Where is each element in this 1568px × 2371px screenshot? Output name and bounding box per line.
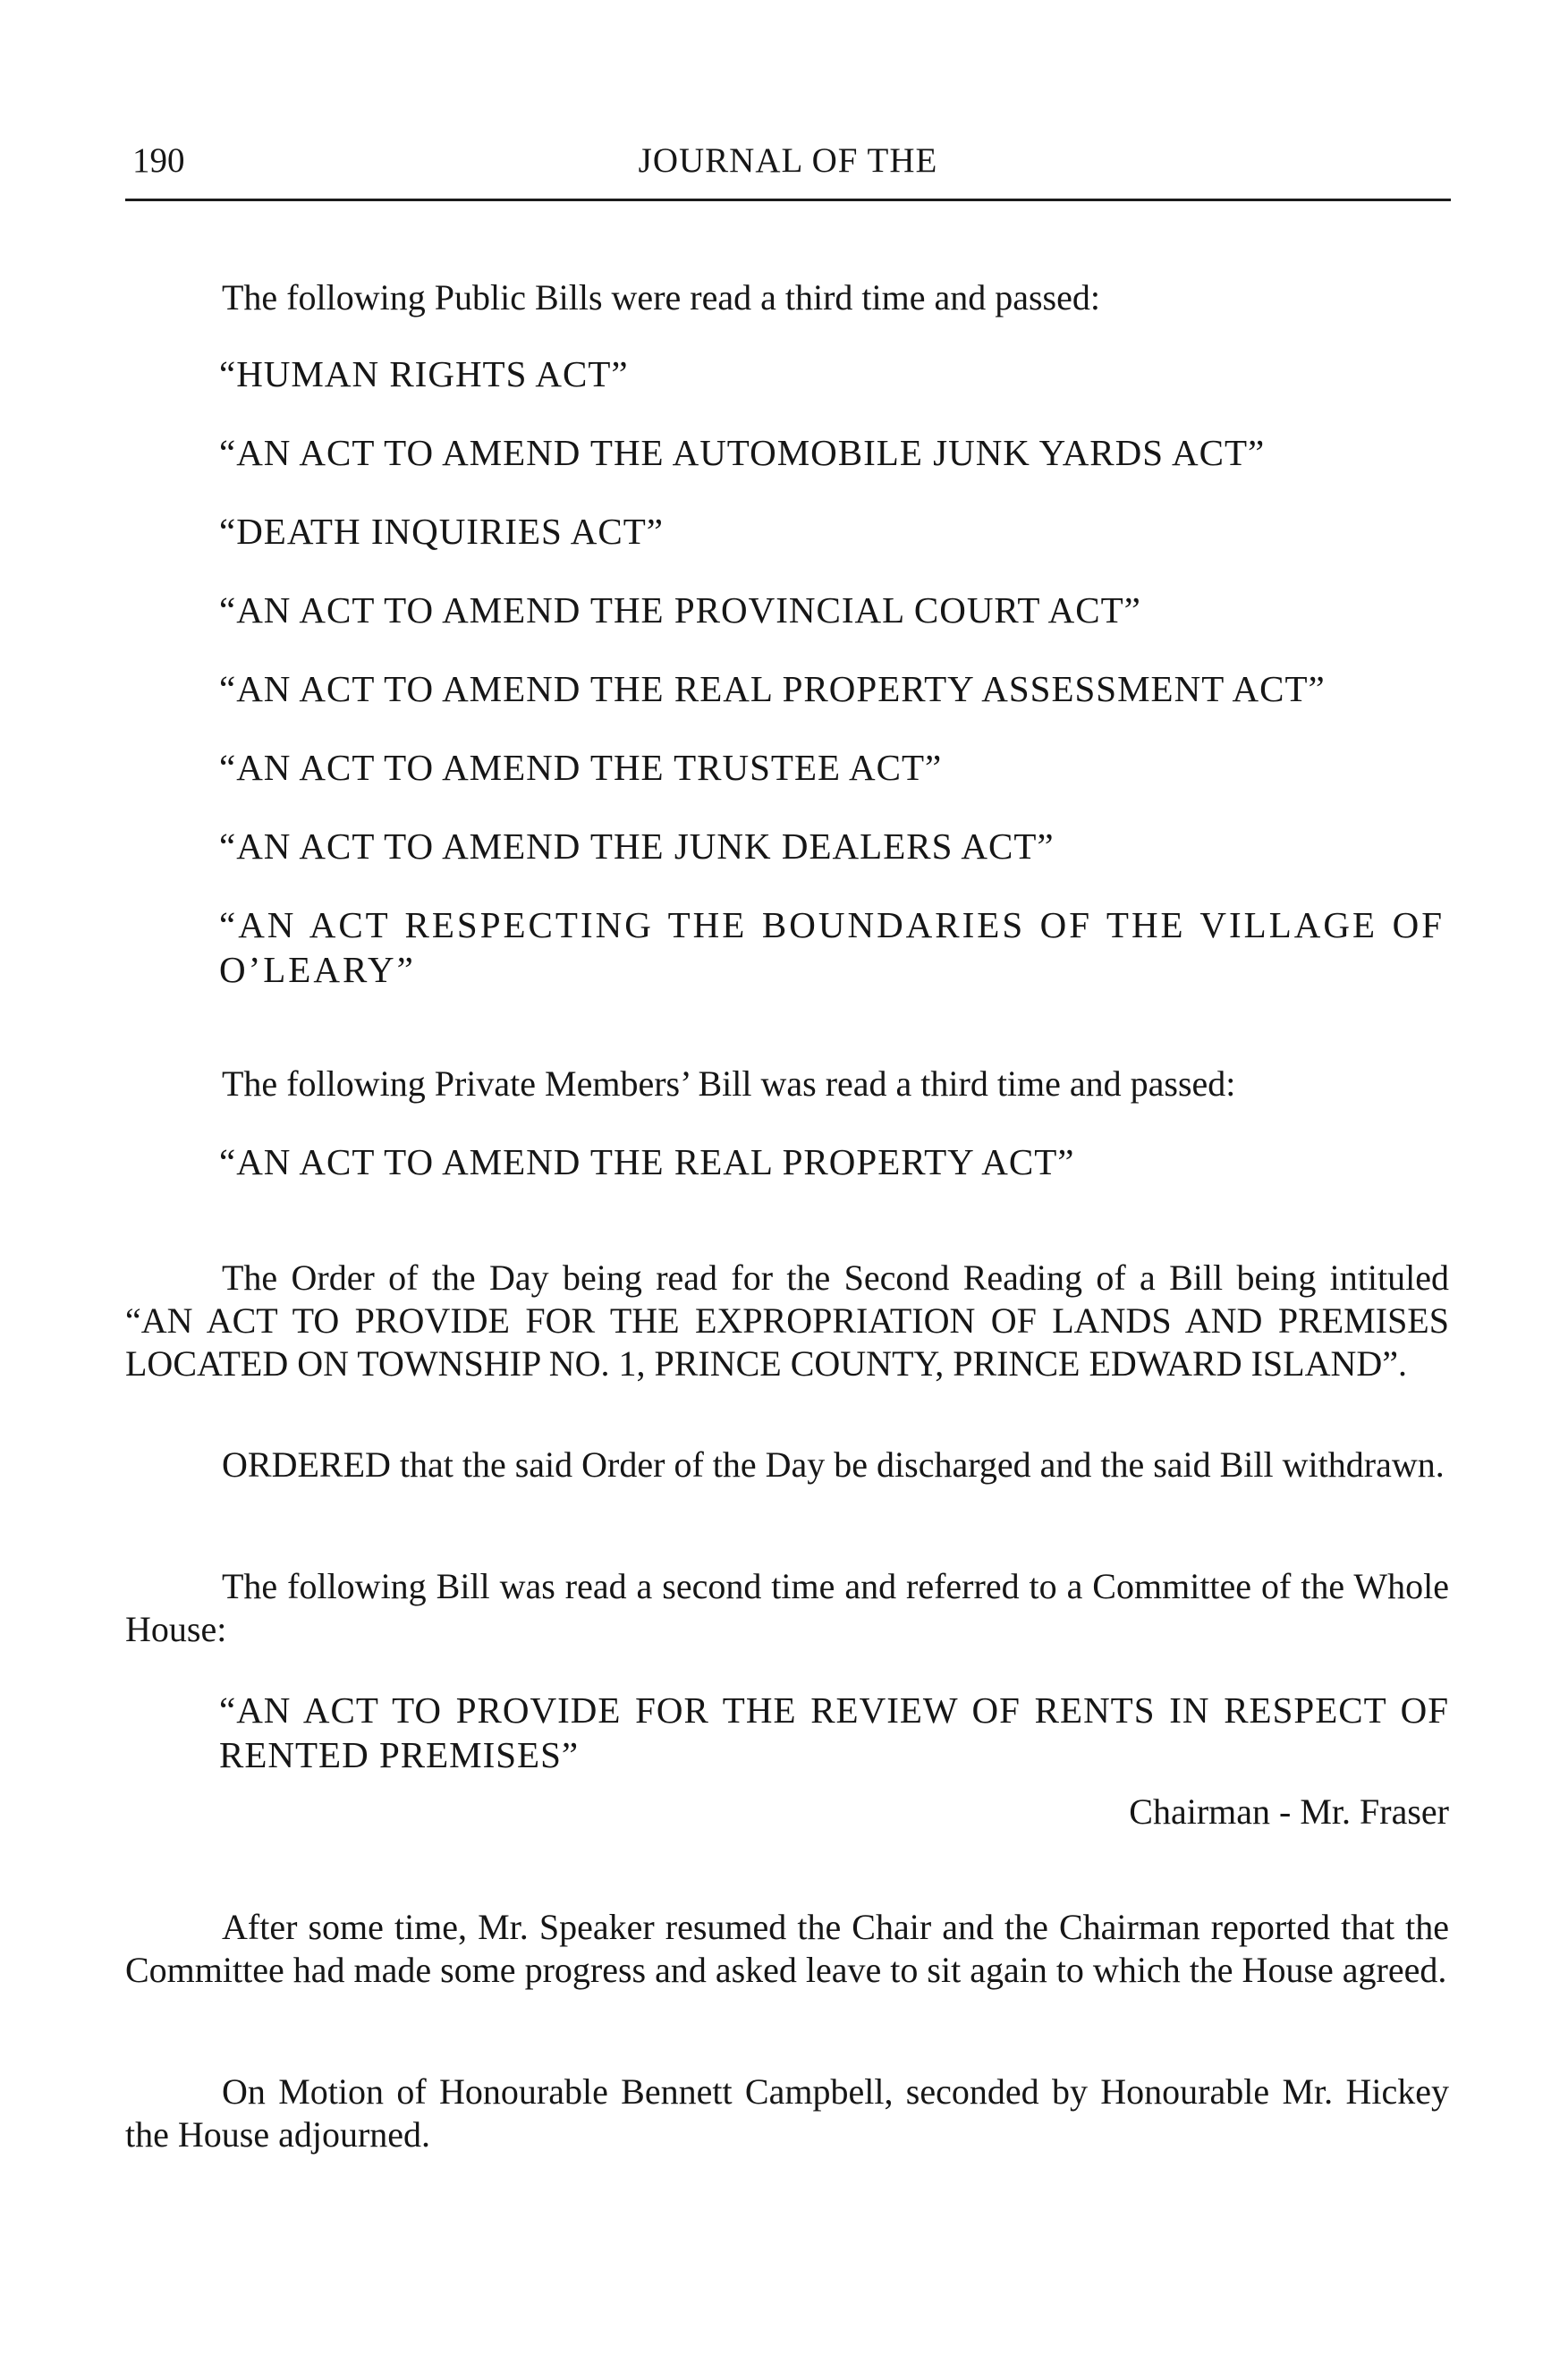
- bill-title: “AN ACT TO AMEND THE REAL PROPERTY ASSESSMENT ACT”: [219, 668, 1326, 709]
- public-bills-intro: The following Public Bills were read a third time and passed:: [222, 277, 1100, 318]
- second-reading-intro: The following Bill was read a second time and referred to a Committee of the Whole House:: [125, 1566, 1449, 1649]
- bill-title: “AN ACT RESPECTING THE BOUNDARIES OF THE VILLAGE OF O’LEARY”: [219, 904, 1445, 990]
- motion-paragraph: On Motion of Honourable Bennett Campbell, seconded by Honourable Mr. Hickey the House adjourned.: [125, 2071, 1449, 2155]
- order-of-day-paragraph: The Order of the Day being read for the Second Reading of a Bill being intituled “AN ACT TO PROVIDE FOR THE EXPROPRIATION OF LANDS AND PREMISES LOCATED ON TOWNSHIP NO. 1, PRINCE COUNTY, PRINCE EDWARD ISLAND”.: [125, 1257, 1449, 1384]
- chairman-line: Chairman - Mr. Fraser: [1129, 1791, 1449, 1832]
- bill-title: “AN ACT TO AMEND THE JUNK DEALERS ACT”: [219, 826, 1055, 867]
- bill-title: “AN ACT TO AMEND THE TRUSTEE ACT”: [219, 747, 943, 788]
- private-bill-intro: The following Private Members’ Bill was read a third time and passed:: [222, 1063, 1236, 1104]
- bill-title: “AN ACT TO AMEND THE AUTOMOBILE JUNK YARDS ACT”: [219, 432, 1266, 473]
- header-rule: [125, 199, 1451, 201]
- bill-title: “HUMAN RIGHTS ACT”: [219, 353, 629, 394]
- bill-title: “DEATH INQUIRIES ACT”: [219, 511, 664, 552]
- bill-title: “AN ACT TO AMEND THE REAL PROPERTY ACT”: [219, 1141, 1075, 1182]
- running-head: JOURNAL OF THE: [638, 141, 938, 180]
- bill-title: “AN ACT TO PROVIDE FOR THE REVIEW OF RENTS IN RESPECT OF RENTED PREMISES”: [219, 1689, 1449, 1775]
- page-header: [125, 136, 1451, 190]
- after-time-paragraph: After some time, Mr. Speaker resumed the Chair and the Chairman reported that the Committee had made some progress and asked leave to sit again to which the House agreed.: [125, 1907, 1449, 1990]
- page-number: 190: [132, 141, 185, 180]
- bill-title: “AN ACT TO AMEND THE PROVINCIAL COURT ACT”: [219, 589, 1141, 631]
- ordered-paragraph: ORDERED that the said Order of the Day be discharged and the said Bill withdrawn.: [222, 1444, 1445, 1485]
